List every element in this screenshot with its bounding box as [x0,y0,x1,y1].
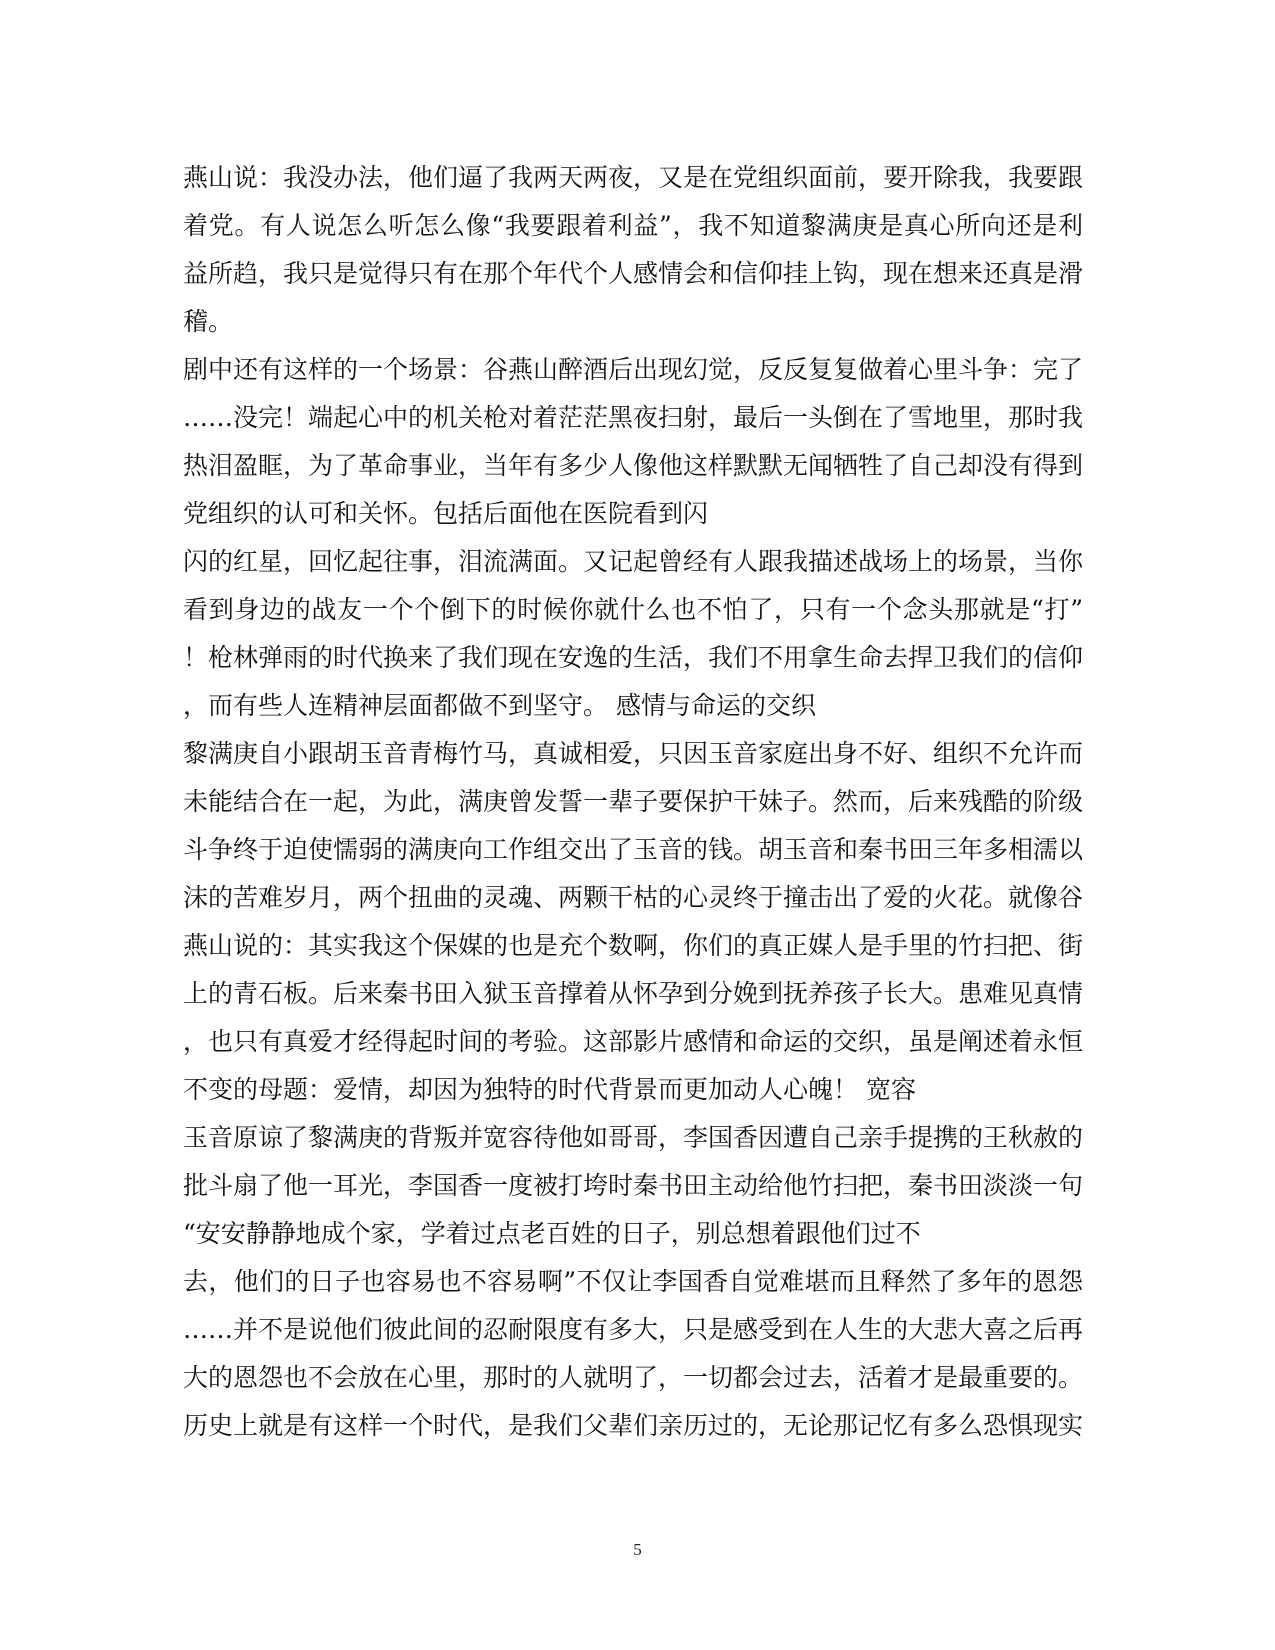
text-line: 黎满庚自小跟胡玉音青梅竹马，真诚相爱，只因玉音家庭出身不好、组织不允许而 [183,739,1083,768]
text-line: 看到身边的战友一个个倒下的时候你就什么也不怕了，只有一个念头那就是“打” [183,595,1083,624]
text-line: 不变的母题：爱情，却因为独特的时代背景而更加动人心魄！ 宽容 [183,1075,916,1104]
text-line: 去，他们的日子也容易也不容易啊”不仅让李国香自觉难堪而且释然了多年的恩怨 [183,1267,1083,1296]
text-line: 燕山说：我没办法，他们逼了我两天两夜，又是在党组织面前，要开除我，我要跟 [183,163,1083,192]
text-line: ，而有些人连精神层面都做不到坚守。 感情与命运的交织 [183,691,816,720]
text-line: 大的恩怨也不会放在心里，那时的人就明了，一切都会过去，活着才是最重要的。 [183,1363,1083,1392]
text-line: ！枪林弹雨的时代换来了我们现在安逸的生活，我们不用拿生命去捍卫我们的信仰 [183,643,1083,672]
text-line: “安安静静地成个家，学着过点老百姓的日子，别总想着跟他们过不 [183,1219,921,1248]
text-line: 沫的苦难岁月，两个扭曲的灵魂、两颗干枯的心灵终于撞击出了爱的火花。就像谷 [183,883,1083,912]
text-line: 未能结合在一起，为此，满庚曾发誓一辈子要保护干妹子。然而，后来残酷的阶级 [183,787,1083,816]
text-line: 斗争终于迫使懦弱的满庚向工作组交出了玉音的钱。胡玉音和秦书田三年多相濡以 [183,835,1083,864]
text-line: ……没完！端起心中的机关枪对着茫茫黑夜扫射，最后一头倒在了雪地里，那时我 [183,403,1083,432]
text-line: 历史上就是有这样一个时代，是我们父辈们亲历过的，无论那记忆有多么恐惧现实 [183,1411,1083,1440]
text-line: 着党。有人说怎么听怎么像“我要跟着利益”，我不知道黎满庚是真心所向还是利 [183,211,1083,240]
text-line: ，也只有真爱才经得起时间的考验。这部影片感情和命运的交织，虽是阐述着永恒 [183,1027,1083,1056]
text-line: 热泪盈眶，为了革命事业，当年有多少人像他这样默默无闻牺牲了自己却没有得到 [183,451,1083,480]
text-line: 玉音原谅了黎满庚的背叛并宽容待他如哥哥，李国香因遭自己亲手提携的王秋赦的 [183,1123,1083,1152]
text-line: 批斗扇了他一耳光，李国香一度被打垮时秦书田主动给他竹扫把，秦书田淡淡一句 [183,1171,1083,1200]
text-line: 稽。 [183,307,234,336]
text-line: 党组织的认可和关怀。包括后面他在医院看到闪 [183,499,709,528]
body-text [183,154,1083,1450]
text-line: ……并不是说他们彼此间的忍耐限度有多大，只是感受到在人生的大悲大喜之后再 [183,1315,1083,1344]
page-number: 5 [633,1540,642,1559]
text-line: 剧中还有这样的一个场景：谷燕山醉酒后出现幻觉，反反复复做着心里斗争：完了 [183,355,1083,384]
text-line: 益所趋，我只是觉得只有在那个年代个人感情会和信仰挂上钩，现在想来还真是滑 [183,259,1083,288]
text-line: 燕山说的：其实我这个保媒的也是充个数啊，你们的真正媒人是手里的竹扫把、街 [183,931,1083,960]
text-line: 上的青石板。后来秦书田入狱玉音撑着从怀孕到分娩到抚养孩子长大。患难见真情 [183,979,1083,1008]
text-line: 闪的红星，回忆起往事，泪流满面。又记起曾经有人跟我描述战场上的场景，当你 [183,547,1083,576]
